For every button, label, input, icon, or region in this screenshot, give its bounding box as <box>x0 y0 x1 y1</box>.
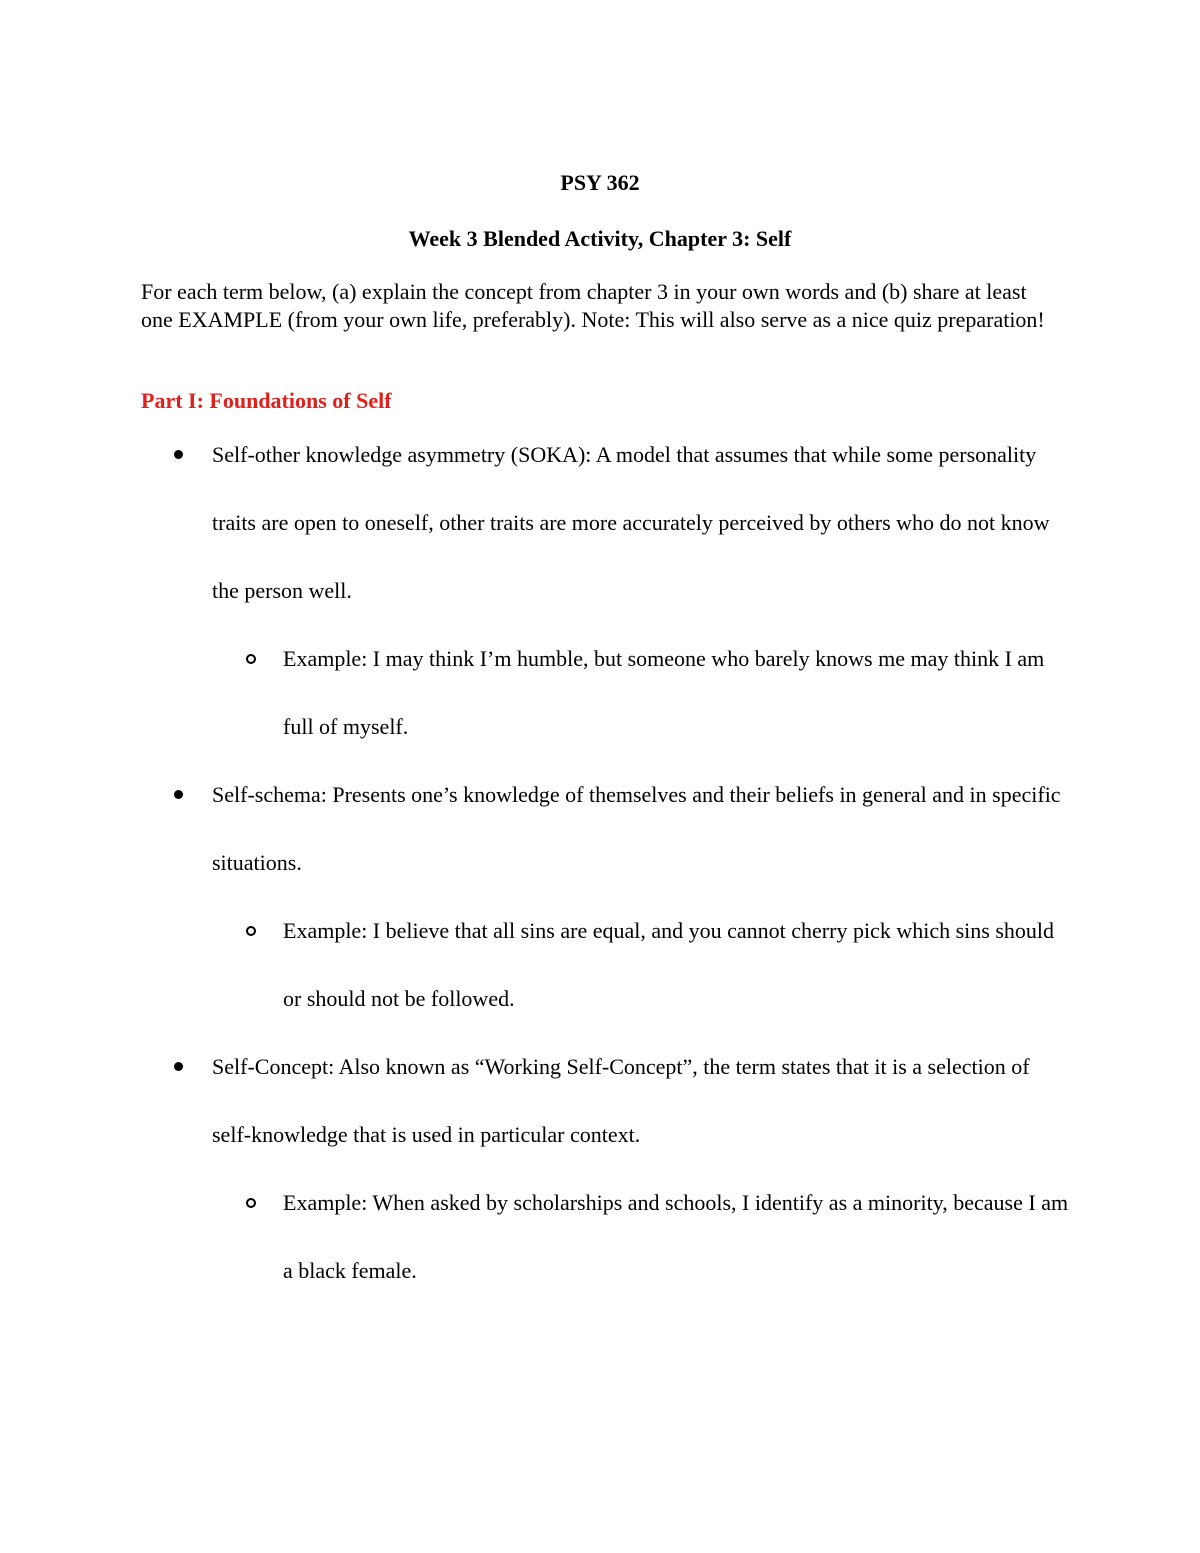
example-item-self-concept <box>0 1169 1200 1305</box>
term-list <box>0 421 1200 1305</box>
circle-bullet-icon <box>246 926 256 936</box>
bullet-icon <box>174 450 183 459</box>
circle-bullet-icon <box>246 654 256 664</box>
example-item-self-schema <box>0 897 1200 1033</box>
term-definition: Self-Concept: Also known as “Working Self-Concept”, the term states that it is a selection of self-knowledge that is used in particular context. <box>212 1054 1030 1147</box>
part-heading: Part I: Foundations of Self <box>141 388 392 413</box>
bullet-icon <box>174 790 183 799</box>
term-item-self-concept <box>0 1033 1200 1169</box>
term-item-soka <box>0 421 1200 625</box>
course-title: PSY 362 <box>560 170 640 195</box>
term-example: Example: I may think I’m humble, but someone who barely knows me may think I am full of myself. <box>283 646 1045 739</box>
term-example: Example: When asked by scholarships and schools, I identify as a minority, because I am a black female. <box>283 1190 1069 1283</box>
circle-bullet-icon <box>246 1198 256 1208</box>
instructions-paragraph: For each term below, (a) explain the concept from chapter 3 in your own words and (b) share at least one EXAMPLE (from your own life, preferably). Note: This will also serve as a nice quiz preparation! <box>141 279 1045 332</box>
example-item-soka <box>0 625 1200 761</box>
term-definition: Self-schema: Presents one’s knowledge of themselves and their beliefs in general and in specific situations. <box>212 782 1061 875</box>
term-item-self-schema <box>0 761 1200 897</box>
activity-title: Week 3 Blended Activity, Chapter 3: Self <box>408 226 792 251</box>
term-example: Example: I believe that all sins are equal, and you cannot cherry pick which sins should or should not be followed. <box>283 918 1054 1011</box>
bullet-icon <box>174 1062 183 1071</box>
term-definition: Self-other knowledge asymmetry (SOKA): A model that assumes that while some personality traits are open to oneself, other traits are more accurately perceived by others who do not know the person well. <box>212 442 1050 603</box>
